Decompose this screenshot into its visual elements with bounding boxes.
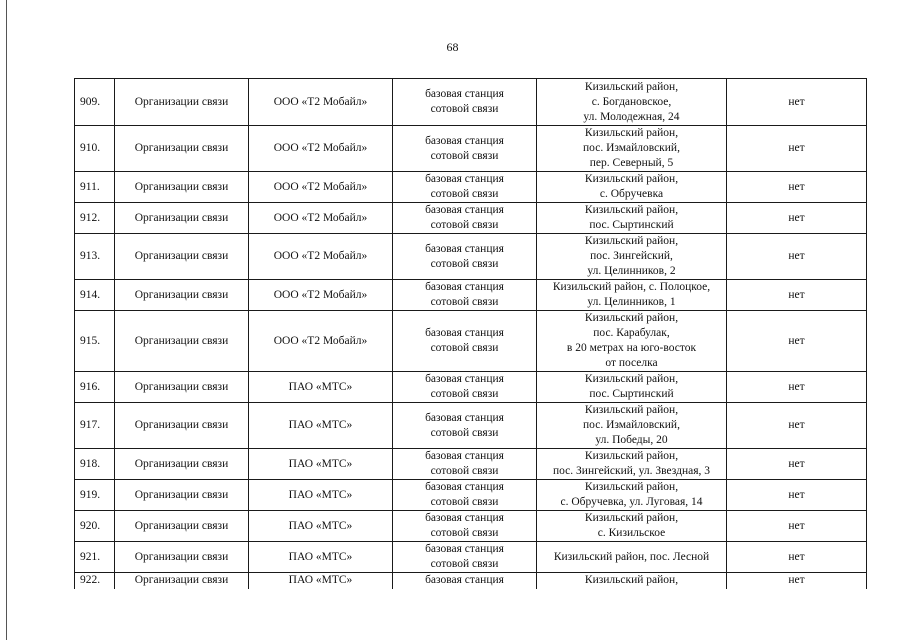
- table-row: [75, 172, 867, 203]
- row-number-cell: 912.: [75, 203, 115, 234]
- table-row: [75, 511, 867, 542]
- object-line: базовая станция: [425, 411, 504, 424]
- object-line: сотовой связи: [430, 527, 499, 539]
- owner-cell: ПАО «МТС»: [249, 372, 393, 403]
- address-line: Кизильский район,: [584, 204, 679, 216]
- table-row: [75, 311, 867, 372]
- address-cell: [537, 403, 727, 449]
- row-number-cell: 917.: [75, 403, 115, 449]
- address-line: с. Обручевка: [599, 188, 664, 200]
- owner-cell: ООО «Т2 Мобайл»: [249, 172, 393, 203]
- table-row: [75, 372, 867, 403]
- object-line: сотовой связи: [430, 188, 499, 200]
- address-cell: [537, 542, 727, 573]
- object-cell: [393, 126, 537, 172]
- facilities-table: [74, 78, 867, 589]
- object-line: базовая станция: [425, 373, 504, 385]
- address-line: ул. Победы, 20: [595, 434, 668, 446]
- row-number-cell: 911.: [75, 172, 115, 203]
- note-cell: нет: [727, 311, 867, 372]
- category-cell: Организации связи: [115, 449, 249, 480]
- address-line: с. Кизильское: [597, 527, 666, 539]
- owner-cell: ООО «Т2 Мобайл»: [249, 126, 393, 172]
- address-line: пер. Северный, 5: [589, 157, 674, 169]
- note-cell: нет: [727, 172, 867, 203]
- object-cell: [393, 172, 537, 203]
- owner-cell: ПАО «МТС»: [249, 542, 393, 573]
- address-cell: [537, 126, 727, 172]
- note-cell: нет: [727, 79, 867, 126]
- object-line: сотовой связи: [430, 426, 499, 439]
- owner-cell: ПАО «МТС»: [249, 573, 393, 589]
- address-cell: [537, 79, 727, 126]
- object-cell: [393, 79, 537, 126]
- object-line: сотовой связи: [430, 219, 499, 231]
- table-body: [75, 79, 867, 589]
- object-cell: [393, 511, 537, 542]
- category-cell: Организации связи: [115, 234, 249, 280]
- object-cell: [393, 542, 537, 573]
- address-line: Кизильский район,: [584, 173, 679, 185]
- object-line: базовая станция: [425, 173, 504, 185]
- address-line: Кизильский район,: [584, 312, 679, 324]
- object-cell: [393, 449, 537, 480]
- address-line: ул. Целинников, 1: [587, 296, 676, 308]
- address-line: Кизильский район,: [584, 512, 679, 524]
- row-number-cell: 914.: [75, 280, 115, 311]
- object-line: базовая станция: [425, 88, 504, 100]
- note-cell: нет: [727, 126, 867, 172]
- owner-cell: ПАО «МТС»: [249, 403, 393, 449]
- row-number-cell: 921.: [75, 542, 115, 573]
- category-cell: Организации связи: [115, 203, 249, 234]
- object-cell: [393, 311, 537, 372]
- row-number-cell: 909.: [75, 79, 115, 126]
- address-cell: [537, 449, 727, 480]
- left-margin-line: [6, 0, 7, 640]
- object-line: базовая станция: [425, 281, 504, 293]
- object-line: базовая станция: [425, 134, 504, 147]
- note-cell: нет: [727, 203, 867, 234]
- category-cell: Организации связи: [115, 573, 249, 589]
- address-line: пос. Измайловский,: [583, 419, 680, 431]
- object-line: сотовой связи: [430, 465, 499, 477]
- address-line: с. Обручевка, ул. Луговая, 14: [560, 496, 703, 508]
- address-cell: [537, 480, 727, 511]
- address-line: Кизильский район,: [584, 574, 679, 586]
- page-number: 68: [446, 40, 459, 54]
- owner-cell: ООО «Т2 Мобайл»: [249, 280, 393, 311]
- object-cell: [393, 280, 537, 311]
- address-line: пос. Зингейский,: [590, 250, 673, 262]
- table-row: [75, 234, 867, 280]
- owner-cell: ПАО «МТС»: [249, 449, 393, 480]
- table-row: [75, 203, 867, 234]
- object-line: базовая станция: [425, 543, 504, 555]
- address-cell: [537, 511, 727, 542]
- row-number-cell: 919.: [75, 480, 115, 511]
- category-cell: Организации связи: [115, 126, 249, 172]
- address-cell: [537, 172, 727, 203]
- address-line: Кизильский район,: [584, 235, 679, 247]
- object-line: базовая станция: [425, 450, 504, 462]
- note-cell: нет: [727, 403, 867, 449]
- table-row: [75, 573, 867, 589]
- address-line: в 20 метрах на юго-восток: [566, 342, 697, 354]
- address-line: Кизильский район,: [584, 404, 679, 416]
- object-cell: [393, 203, 537, 234]
- object-cell: [393, 573, 537, 589]
- owner-cell: ООО «Т2 Мобайл»: [249, 234, 393, 280]
- object-cell: [393, 480, 537, 511]
- note-cell: нет: [727, 280, 867, 311]
- owner-cell: ПАО «МТС»: [249, 480, 393, 511]
- row-number-cell: 913.: [75, 234, 115, 280]
- address-cell: [537, 372, 727, 403]
- address-line: ул. Целинников, 2: [587, 265, 676, 277]
- address-line: пос. Измайловский,: [583, 142, 680, 154]
- row-number-cell: 910.: [75, 126, 115, 172]
- row-number-cell: 920.: [75, 511, 115, 542]
- address-cell: [537, 203, 727, 234]
- object-line: сотовой связи: [430, 558, 499, 570]
- category-cell: Организации связи: [115, 372, 249, 403]
- object-line: сотовой связи: [430, 257, 499, 270]
- table-row: [75, 79, 867, 126]
- owner-cell: ООО «Т2 Мобайл»: [249, 203, 393, 234]
- address-line: пос. Сыртинский: [589, 219, 674, 231]
- table-row: [75, 480, 867, 511]
- object-line: базовая станция: [425, 512, 504, 524]
- table-row: [75, 126, 867, 172]
- object-cell: [393, 403, 537, 449]
- category-cell: Организации связи: [115, 172, 249, 203]
- object-line: базовая станция: [425, 481, 504, 493]
- owner-cell: ПАО «МТС»: [249, 511, 393, 542]
- address-line: пос. Сыртинский: [589, 388, 674, 400]
- category-cell: Организации связи: [115, 280, 249, 311]
- note-cell: нет: [727, 234, 867, 280]
- object-line: базовая станция: [425, 574, 504, 586]
- object-cell: [393, 372, 537, 403]
- table-row: [75, 403, 867, 449]
- address-line: Кизильский район, пос. Лесной: [553, 550, 710, 563]
- object-line: сотовой связи: [430, 388, 499, 400]
- category-cell: Организации связи: [115, 542, 249, 573]
- object-line: сотовой связи: [430, 296, 499, 308]
- address-line: от поселка: [605, 357, 658, 369]
- address-line: Кизильский район,: [584, 80, 679, 93]
- note-cell: нет: [727, 480, 867, 511]
- address-line: с. Богдановское,: [591, 95, 672, 108]
- category-cell: Организации связи: [115, 311, 249, 372]
- category-cell: Организации связи: [115, 511, 249, 542]
- object-line: сотовой связи: [430, 103, 499, 115]
- address-line: ул. Молодежная, 24: [583, 110, 680, 123]
- owner-cell: ООО «Т2 Мобайл»: [249, 79, 393, 126]
- row-number-cell: 915.: [75, 311, 115, 372]
- address-line: Кизильский район,: [584, 450, 679, 462]
- note-cell: нет: [727, 511, 867, 542]
- row-number-cell: 918.: [75, 449, 115, 480]
- address-cell: [537, 280, 727, 311]
- category-cell: Организации связи: [115, 79, 249, 126]
- owner-cell: ООО «Т2 Мобайл»: [249, 311, 393, 372]
- row-number-cell: 922.: [75, 573, 115, 589]
- note-cell: нет: [727, 542, 867, 573]
- note-cell: нет: [727, 449, 867, 480]
- table-row: [75, 542, 867, 573]
- address-cell: [537, 311, 727, 372]
- address-cell: [537, 234, 727, 280]
- address-line: Кизильский район,: [584, 127, 679, 139]
- address-cell: [537, 573, 727, 589]
- object-line: сотовой связи: [430, 496, 499, 508]
- object-line: базовая станция: [425, 327, 504, 339]
- object-line: базовая станция: [425, 242, 504, 255]
- object-line: сотовой связи: [430, 342, 499, 354]
- table-row: [75, 449, 867, 480]
- address-line: пос. Зингейский, ул. Звездная, 3: [552, 465, 711, 477]
- object-line: сотовой связи: [430, 149, 499, 162]
- address-line: Кизильский район, с. Полоцкое,: [552, 281, 711, 293]
- address-line: Кизильский район,: [584, 373, 679, 385]
- row-number-cell: 916.: [75, 372, 115, 403]
- table-row: [75, 280, 867, 311]
- note-cell: нет: [727, 372, 867, 403]
- object-cell: [393, 234, 537, 280]
- category-cell: Организации связи: [115, 480, 249, 511]
- address-line: пос. Карабулак,: [593, 327, 670, 339]
- object-line: базовая станция: [425, 204, 504, 216]
- category-cell: Организации связи: [115, 403, 249, 449]
- address-line: Кизильский район,: [584, 481, 679, 493]
- note-cell: нет: [727, 573, 867, 589]
